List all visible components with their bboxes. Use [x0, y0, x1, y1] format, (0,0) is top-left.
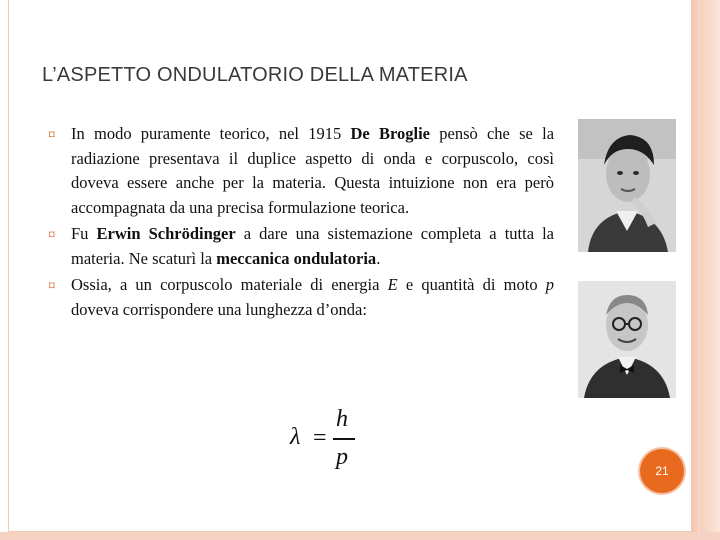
bullet-text: pensò che se la radiazione presentava il duplice aspetto di onda e corpuscolo, così doveva essere anche per la materia. Questa intuizione non era però accompagnata da una precisa formulazione teorica. — [71, 124, 555, 217]
bullet-text: doveva corrispondere una lunghezza d’onda: — [71, 299, 367, 319]
bullet-emphasis: De Broglie — [350, 124, 431, 143]
bullet-text: Fu — [71, 224, 97, 243]
portrait-schrodinger-icon — [578, 281, 676, 398]
bullet-marker-icon: ¤ — [48, 227, 56, 243]
portrait-de-broglie-icon — [578, 119, 676, 252]
formula-equals: = — [313, 425, 327, 451]
bullet-emphasis: Erwin Schrödinger — [96, 224, 236, 243]
de-broglie-formula — [286, 404, 366, 484]
bullet-marker-icon: ¤ — [48, 278, 56, 294]
page-number-badge: 21 — [640, 449, 684, 493]
bullet-list — [48, 122, 554, 324]
bullet-marker-icon: ¤ — [48, 127, 56, 143]
bullet-text: e quantità di moto — [397, 275, 546, 294]
bullet-variable: p — [545, 275, 554, 294]
formula-fraction-bar — [333, 438, 355, 440]
bullet-item-3 — [48, 273, 554, 322]
decorative-bottom-band — [0, 532, 720, 540]
decorative-side-band — [692, 0, 720, 540]
bullet-text: In modo puramente teorico, nel 1915 — [71, 124, 351, 143]
bullet-text: . — [376, 248, 381, 268]
formula-numerator: h — [336, 406, 348, 432]
bullet-item-1 — [48, 122, 554, 220]
bullet-variable: E — [387, 275, 398, 294]
bullet-text: Ossia, a un corpuscolo materiale di energia — [71, 275, 388, 294]
bullet-emphasis: meccanica ondulatoria — [216, 248, 377, 268]
formula-lambda: λ — [290, 424, 301, 450]
bullet-text: a dare una sistemazione completa a tutta la materia. Ne scaturì la — [71, 224, 555, 268]
bullet-item-2 — [48, 222, 554, 271]
formula-denominator: p — [336, 444, 348, 470]
slide-title: L’ASPETTO ONDULATORIO DELLA MATERIA — [42, 64, 468, 86]
